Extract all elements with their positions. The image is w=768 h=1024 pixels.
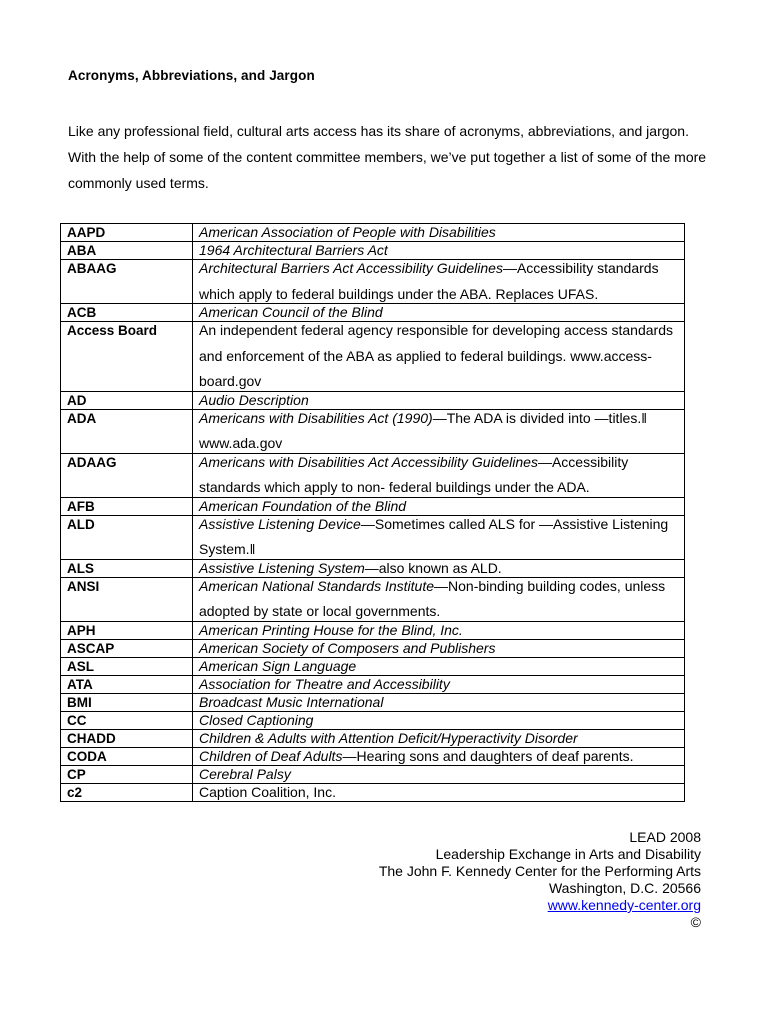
definition-name: Broadcast Music International [199, 693, 384, 710]
definition-name: American Sign Language [199, 657, 357, 674]
term-cell: ABA [61, 242, 193, 260]
definition-text [199, 766, 291, 782]
definition-text [199, 622, 463, 638]
definition-name: Children of Deaf Adults [199, 747, 343, 764]
term-cell: ANSI [61, 577, 193, 621]
definition-name: American Association of People with Disabilities [199, 224, 496, 240]
term-cell: AD [61, 391, 193, 409]
definition-text [199, 318, 678, 395]
term-cell: CC [61, 711, 193, 729]
definition-text [199, 256, 678, 307]
definition-text [199, 712, 313, 728]
table-row [61, 322, 685, 392]
definition-name: Children & Adults with Attention Deficit/Hyperactivity Disorder [199, 729, 578, 746]
definition-text [199, 730, 578, 746]
term-cell: ASCAP [61, 639, 193, 657]
definition-description: —Accessibility standards which apply to non- federal buildings under the ADA. [199, 453, 629, 495]
term-cell: ALD [61, 515, 193, 559]
definition-cell [193, 409, 685, 453]
definition-text [199, 224, 496, 240]
definition-description: —Non-binding building codes, unless adopted by state or local governments. [199, 577, 666, 619]
term-cell: AFB [61, 497, 193, 515]
definition-cell [193, 675, 685, 693]
term-cell: CODA [61, 747, 193, 765]
footer [379, 829, 701, 931]
definition-text [199, 694, 383, 710]
glossary-table [60, 223, 685, 802]
table-row [61, 747, 685, 765]
glossary-table-body [61, 224, 685, 802]
term-cell: CP [61, 765, 193, 783]
table-row [61, 515, 685, 559]
page-title: Acronyms, Abbreviations, and Jargon [68, 68, 315, 83]
definition-description: Caption Coalition, Inc. [199, 783, 336, 800]
footer-organization: Leadership Exchange in Arts and Disability [435, 846, 701, 862]
definition-cell [193, 515, 685, 559]
table-row [61, 639, 685, 657]
definition-name: American National Standards Institute [199, 577, 435, 594]
term-cell: ABAAG [61, 260, 193, 304]
definition-cell [193, 711, 685, 729]
table-row [61, 577, 685, 621]
definition-cell [193, 639, 685, 657]
definition-cell [193, 729, 685, 747]
definition-text [199, 676, 450, 692]
footer-lead: LEAD 2008 [629, 829, 701, 845]
table-row [61, 729, 685, 747]
definition-cell [193, 747, 685, 765]
table-row [61, 693, 685, 711]
definition-description: —also known as ALD. [364, 559, 502, 576]
definition-description: An independent federal agency responsible for developing access standards and enforcement of the ABA as applied to federal buildings. www.access-board.gov [199, 322, 673, 389]
definition-text [199, 658, 356, 674]
definition-description: —The ADA is divided into —titles.‖ www.ada.gov [199, 409, 648, 451]
definition-cell [193, 693, 685, 711]
term-cell: ALS [61, 559, 193, 577]
table-row [61, 224, 685, 242]
term-cell: ADA [61, 409, 193, 453]
definition-name: Association for Theatre and Accessibility [199, 675, 450, 692]
footer-center: The John F. Kennedy Center for the Performing Arts [378, 863, 701, 879]
term-cell: ACB [61, 304, 193, 322]
term-cell: ADAAG [61, 453, 193, 497]
table-row [61, 711, 685, 729]
definition-text [199, 450, 678, 501]
copyright-symbol: © [690, 914, 701, 930]
definition-text [199, 512, 678, 563]
definition-description: —Accessibility standards which apply to federal buildings under the ABA. Replaces UFAS. [199, 260, 659, 302]
definition-name: Assistive Listening System [199, 559, 365, 576]
definition-name: Cerebral Palsy [199, 765, 291, 782]
term-cell: Access Board [61, 322, 193, 392]
definition-text [199, 640, 495, 656]
definition-name: American Printing House for the Blind, Inc. [199, 621, 463, 638]
definition-cell [193, 621, 685, 639]
definition-name: Audio Description [199, 391, 309, 408]
term-cell: c2 [61, 783, 193, 801]
definition-name: Americans with Disabilities Act (1990) [199, 409, 433, 426]
table-row [61, 783, 685, 801]
definition-cell [193, 657, 685, 675]
definition-text [199, 748, 634, 764]
table-row [61, 260, 685, 304]
definition-cell [193, 783, 685, 801]
term-cell: CHADD [61, 729, 193, 747]
term-cell: ASL [61, 657, 193, 675]
table-row [61, 453, 685, 497]
definition-name: Architectural Barriers Act Accessibility Guidelines [199, 260, 503, 276]
definition-description: —Sometimes called ALS for —Assistive Listening System.‖ [199, 515, 669, 557]
table-row [61, 621, 685, 639]
term-cell: APH [61, 621, 193, 639]
definition-name: Assistive Listening Device [199, 515, 361, 532]
footer-address: Washington, D.C. 20566 [548, 880, 701, 896]
term-cell: AAPD [61, 224, 193, 242]
term-cell: BMI [61, 693, 193, 711]
definition-description: —Hearing sons and daughters of deaf parents. [342, 747, 634, 764]
table-row [61, 657, 685, 675]
definition-name: American Society of Composers and Publishers [199, 639, 496, 656]
footer-website-link[interactable]: www.kennedy-center.org [547, 897, 701, 913]
definition-text [199, 574, 678, 625]
definition-name: American Council of the Blind [199, 304, 383, 320]
table-row [61, 765, 685, 783]
table-row [61, 675, 685, 693]
definition-name: 1964 Architectural Barriers Act [199, 242, 388, 258]
definition-name: Closed Captioning [199, 711, 314, 728]
definition-text [199, 784, 336, 800]
definition-name: American Foundation of the Blind [199, 497, 407, 514]
definition-name: Americans with Disabilities Act Accessibility Guidelines [199, 453, 538, 470]
table-row [61, 409, 685, 453]
intro-paragraph: Like any professional field, cultural arts access has its share of acronyms, abbreviations, and jargon. With the help of some of the content committee members, we’ve put together a list of some of the more commonly used terms. [68, 123, 707, 191]
definition-cell [193, 577, 685, 621]
definition-cell [193, 765, 685, 783]
definition-cell [193, 260, 685, 304]
definition-cell [193, 224, 685, 242]
term-cell: ATA [61, 675, 193, 693]
definition-cell [193, 453, 685, 497]
definition-cell [193, 322, 685, 392]
